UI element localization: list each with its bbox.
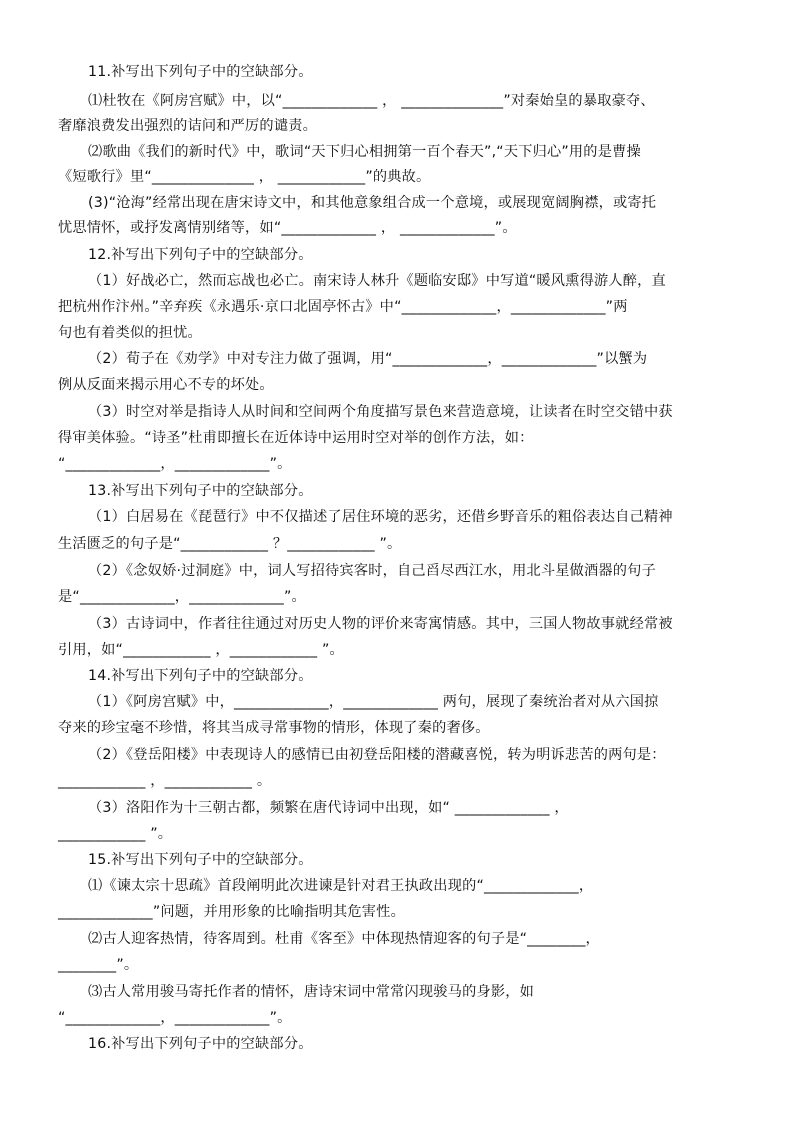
q12-item-2-line-2: 例从反面来揭示用心不专的坏处。 — [58, 377, 274, 393]
q15-item-2-line-2: ________”。 — [58, 957, 139, 973]
q15-item-2-line-1: ⑵古人迎客热情，待客周到。杜甫《客至》中体现热情迎客的句子是“________， — [88, 931, 600, 947]
q13-item-1-line-1: （1）白居易在《琵琶行》中不仅描述了居住环境的恶劣，还借乡野音乐的粗俗表达自己精神 — [88, 509, 673, 525]
q12-item-3-line-3: “_____________，_____________”。 — [58, 456, 292, 472]
q11-item-3-line-2: 忧思情怀，或抒发离情别绪等，如“_____________ ， _____________”。 — [58, 220, 517, 236]
q14-item-1-line-1: （1）《阿房宫赋》中，_____________，_____________ 两句，展现了秦统治者对从六国掠 — [88, 694, 659, 710]
q13-item-2-line-2: 是“_____________，_____________”。 — [58, 589, 306, 605]
q15-item-3-line-1: ⑶古人常用骏马寄托作者的情怀，唐诗宋词中常常闪现骏马的身影，如 — [88, 984, 535, 1000]
q12-item-1-line-2: 把杭州作汴州。”辛弃疾《永遇乐·京口北固亭怀古》中“_____________，_____________”两 — [58, 299, 628, 315]
q15-item-1-line-2: _____________”问题，并用形象的比喻指明其危害性。 — [58, 904, 405, 920]
q13-item-1-line-2: 生活匮乏的句子是“____________ ？____________ ”。 — [58, 536, 402, 552]
q14-item-3-line-2: ____________ ”。 — [58, 826, 173, 842]
q11-item-3-line-1: (3)“沧海”经常出现在唐宋诗文中，和其他意象组合成一个意境，或展现宽阔胸襟，或寄托 — [88, 195, 657, 211]
q11-item-1-line-1: ⑴杜牧在《阿房宫赋》中，以“_____________ ， ______________”对秦始皇的暴取豪夺、 — [88, 93, 655, 109]
question-16-heading: 16.补写出下列句子中的空缺部分。 — [88, 1036, 313, 1052]
q12-item-3-line-2: 得审美体验。“诗圣”杜甫即擅长在近体诗中运用时空对举的创作方法，如： — [58, 430, 534, 446]
question-14-heading: 14.补写出下列句子中的空缺部分。 — [88, 668, 313, 684]
q12-item-3-line-1: （3）时空对举是指诗人从时间和空间两个角度描写景色来营造意境，让读者在时空交错中获 — [88, 404, 673, 420]
question-12-heading: 12.补写出下列句子中的空缺部分。 — [88, 247, 313, 263]
q14-item-1-line-2: 夺来的珍宝毫不珍惜，将其当成寻常事物的情形，体现了秦的奢侈。 — [58, 720, 490, 736]
question-13-heading: 13.补写出下列句子中的空缺部分。 — [88, 483, 313, 499]
q11-item-1-line-2: 奢靡浪费发出强烈的诘问和严厉的谴责。 — [58, 118, 317, 134]
q12-item-1-line-3: 句也有着类似的担忧。 — [58, 325, 202, 341]
q15-item-3-line-2: “_____________，_____________”。 — [58, 1010, 292, 1026]
q13-item-3-line-2: 引用，如“____________ ，____________ ”。 — [58, 642, 344, 658]
q12-item-2-line-1: （2）荀子在《劝学》中对专注力做了强调，用“_____________，_____________”以蟹为 — [88, 351, 648, 367]
q15-item-1-line-1: ⑴《谏太宗十思疏》首段阐明此次进谏是针对君王执政出现的“_____________， — [88, 878, 594, 894]
question-15-heading: 15.补写出下列句子中的空缺部分。 — [88, 852, 313, 868]
q11-item-2-line-1: ⑵歌曲《我们的新时代》中，歌词“天下归心相拥第一百个春天”,“天下归心”用的是曹操 — [88, 144, 641, 160]
q11-item-2-line-2: 《短歌行》里“______________ ， ____________”的典故。 — [58, 169, 431, 185]
q13-item-2-line-1: （2）《念奴娇·过洞庭》中，词人写招待宾客时，自己舀尽西江水，用北斗星做酒器的句子 — [88, 563, 656, 579]
q13-item-3-line-1: （3）古诗词中，作者往往通过对历史人物的评价来寄寓情感。其中，三国人物故事就经常被 — [88, 616, 673, 632]
q14-item-2-line-2: ____________ ，____________ 。 — [58, 773, 272, 789]
q14-item-3-line-1: （3）洛阳作为十三朝古都，频繁在唐代诗词中出现，如“ _____________ ， — [88, 800, 569, 816]
q12-item-1-line-1: （1）好战必亡，然而忘战也必亡。南宋诗人林升《题临安邸》中写道“暖风熏得游人醉，直 — [88, 273, 666, 289]
q14-item-2-line-1: （2）《登岳阳楼》中表现诗人的感情已由初登岳阳楼的潜藏喜悦，转为明诉悲苦的两句是： — [88, 747, 666, 763]
question-11-heading: 11.补写出下列句子中的空缺部分。 — [88, 64, 313, 80]
